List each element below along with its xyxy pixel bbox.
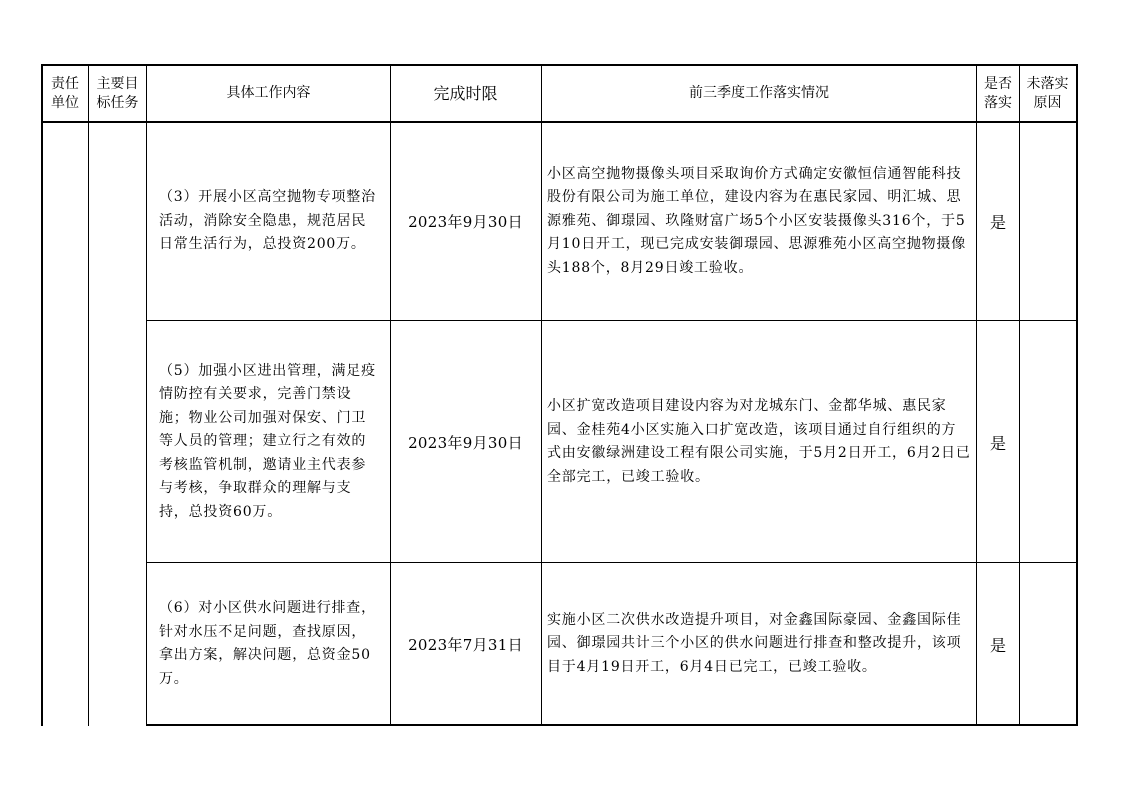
grid-line-h-bottom: [146, 724, 1078, 726]
header-implemented-label: 是否落实: [984, 75, 1012, 111]
grid-line-v-deadline-situation: [541, 64, 542, 726]
row-2-situation-text: 小区扩宽改造项目建设内容为对龙城东门、金都华城、惠民家园、金桂苑4小区实施入口扩宽改造，该项目通过自行组织的方式由安徽绿洲建设工程有限公司实施，于5月2日开工，6月2日已全部完工，已竣工验收。: [547, 398, 971, 485]
table-row-1-reason: [1019, 122, 1076, 321]
grid-line-v-left: [41, 64, 43, 726]
table-row-3-reason: [1019, 563, 1076, 725]
grid-line-v-implemented-reason: [1019, 64, 1020, 726]
table-row-2-content: [147, 321, 390, 563]
row-1-situation-text: 小区高空抛物摄像头项目采取询价方式确定安徽恒信通智能科技股份有限公司为施工单位，建设内容为在惠民家园、明汇城、思源雅苑、御璟园、玖隆财富广场5个小区安装摄像头316个，于5月10日开工，现已完成安装御璟园、思源雅苑小区高空抛物摄像头188个，8月29日竣工验收。: [547, 165, 967, 276]
header-deadline: [390, 65, 541, 122]
row-1-implemented-text: 是: [989, 213, 1006, 232]
row-3-deadline-text: 2023年7月31日: [408, 635, 523, 654]
header-work-content-label: 具体工作内容: [226, 85, 311, 101]
header-responsible-unit: [42, 65, 88, 122]
table-row-3-content: [147, 563, 390, 725]
header-implemented: [977, 65, 1019, 122]
table-row-3-implemented: [977, 563, 1019, 725]
grid-line-v-right: [1076, 64, 1078, 726]
row-2-deadline-text: 2023年9月30日: [408, 433, 523, 452]
table-row-3-deadline: [390, 563, 541, 725]
grid-line-v-unit-task: [88, 64, 89, 726]
header-main-task-label: 主要目标任务: [96, 75, 139, 111]
row-2-implemented-text: 是: [989, 433, 1006, 453]
row-3-content-text: （6）对小区供水问题进行排查，针对水压不足问题，查找原因，拿出方案，解决问题，总资金50万。: [159, 600, 376, 687]
header-deadline-label: 完成时限: [433, 84, 498, 103]
table-row-3-situation: [541, 563, 977, 725]
grid-line-v-task-content: [146, 64, 147, 726]
grid-line-v-content-deadline: [390, 64, 391, 726]
row-3-implemented-text: 是: [989, 635, 1006, 655]
table-row-1-situation: [541, 122, 977, 321]
grid-line-h-header-bottom: [41, 121, 1078, 123]
header-responsible-unit-label: 责任单位: [51, 75, 79, 111]
row-1-content-text: （3）开展小区高空抛物专项整治活动，消除安全隐患，规范居民日常生活行为，总投资200万。: [159, 189, 376, 253]
grid-line-h-row1-bottom: [146, 320, 1077, 321]
header-situation-label: 前三季度工作落实情况: [689, 85, 829, 101]
grid-line-h-row2-bottom: [146, 562, 1077, 563]
header-main-task: [88, 65, 147, 122]
row-3-situation-text: 实施小区二次供水改造提升项目，对金鑫国际豪园、金鑫国际佳园、御璟园共计三个小区的供水问题进行排查和整改提升，该项目于4月19日开工，6月4日已完工，已竣工验收。: [547, 611, 962, 675]
grid-line-h-top: [41, 64, 1078, 66]
table-row-2-situation: [541, 321, 977, 563]
row-1-deadline-text: 2023年9月30日: [408, 213, 523, 231]
header-not-implemented-reason-label: 未落实原因: [1026, 75, 1069, 111]
header-not-implemented-reason: [1019, 65, 1076, 122]
table-row-2-implemented: [977, 321, 1019, 563]
header-work-content: [147, 65, 390, 122]
header-situation: [541, 65, 977, 122]
table-row-2-reason: [1019, 321, 1076, 563]
table-row-1-content: [147, 122, 390, 321]
grid-line-v-situation-implemented: [976, 64, 977, 726]
table-row-1-deadline: [390, 122, 541, 321]
table-row-1-implemented: [977, 122, 1019, 321]
row-2-content-text: （5）加强小区进出管理，满足疫情防控有关要求，完善门禁设施；物业公司加强对保安、门卫等人员的管理；建立行之有效的考核监管机制，邀请业主代表参与考核，争取群众的理解与支持，总投资60万。: [159, 362, 376, 520]
table-row-2-deadline: [390, 321, 541, 563]
